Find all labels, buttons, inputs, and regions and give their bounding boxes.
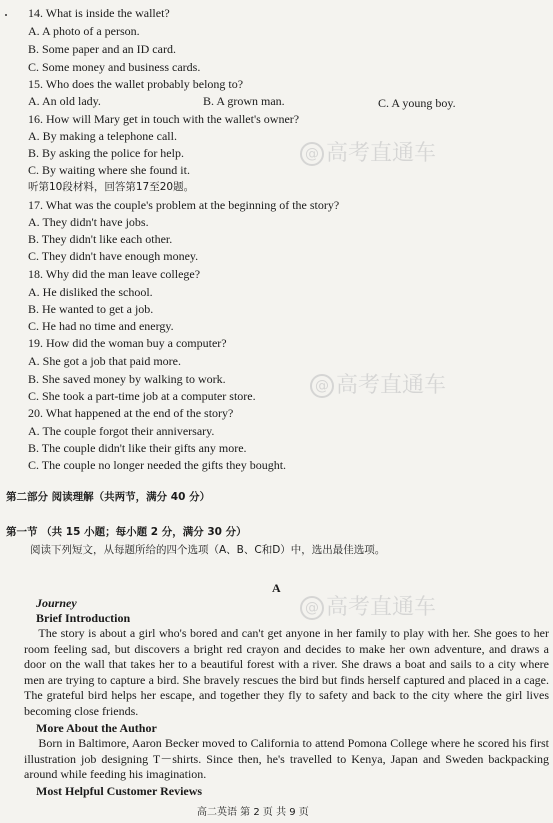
passage-letter: A [272,581,281,595]
question-17: 17. What was the couple's problem at the beginning of the story? [28,198,340,212]
option-14b: B. Some paper and an ID card. [28,42,176,56]
option-19a: A. She got a job that paid more. [28,354,181,368]
option-18b: B. He wanted to get a job. [28,302,154,316]
question-18: 18. Why did the man leave college? [28,267,201,281]
section-1-title: 第一节 （共 15 小题；每小题 2 分，满分 30 分） [6,526,247,538]
watermark: @ 高考直通车 [300,590,436,621]
option-18a: A. He disliked the school. [28,285,153,299]
heading-brief-introduction: Brief Introduction [36,611,131,625]
page-footer: 高二英语 第 2 页 共 9 页 [197,807,309,818]
option-16c: C. By waiting where she found it. [28,163,190,177]
option-15b: B. A grown man. [203,94,285,108]
watermark-at-icon: @ [300,142,324,166]
question-20: 20. What happened at the end of the story? [28,406,234,420]
option-17c: C. They didn't have enough money. [28,249,199,263]
heading-reviews: Most Helpful Customer Reviews [36,784,203,798]
option-19b: B. She saved money by walking to work. [28,372,226,386]
watermark-at-icon: @ [310,374,334,398]
section-1-instruction: 阅读下列短文，从每题所给的四个选项（A、B、C和D）中，选出最佳选项。 [30,544,386,556]
option-15a: A. An old lady. [28,94,101,108]
author-paragraph: Born in Baltimore, Aaron Becker moved to California to attend Pomona College where he scored his first illustration job designing T－shirts. Since then, he's travelled to Kenya, Japan and Sweden backpacking around while feeding his imagination. [24,736,549,782]
watermark: @ 高考直通车 [310,368,446,399]
book-title: Journey [36,596,77,610]
option-17a: A. They didn't have jobs. [28,215,149,229]
option-20b: B. The couple didn't like their gifts any more. [28,441,247,455]
option-14a: A. A photo of a person. [28,24,140,38]
option-17b: B. They didn't like each other. [28,232,173,246]
option-20c: C. The couple no longer needed the gifts they bought. [28,458,287,472]
option-19c: C. She took a part-time job at a computer store. [28,389,256,403]
option-16a: A. By making a telephone call. [28,129,177,143]
question-15: 15. Who does the wallet probably belong to? [28,77,244,91]
option-16b: B. By asking the police for help. [28,146,184,160]
watermark-at-icon: @ [300,596,324,620]
option-14c: C. Some money and business cards. [28,60,201,74]
question-19: 19. How did the woman buy a computer? [28,336,227,350]
margin-dot [5,14,7,16]
option-18c: C. He had no time and energy. [28,319,174,333]
question-16: 16. How will Mary get in touch with the wallet's owner? [28,112,300,126]
heading-author: More About the Author [36,721,157,735]
intro-paragraph: The story is about a girl who's bored and can't get anyone in her family to play with her. She goes to her room feeling sad, but discovers a bright red crayon and decides to make her own adventure, and draws a door on the wall that takes her to a beautiful forest with a river. She draws a boat and sails to a city where men are trying to capture a bird. She bravely rescues the bird but finds herself captured and placed in a cage. The grateful bird helps her escape, and together they fly to safety and back to the city where the girl lives becoming close friends. [24,626,549,718]
watermark: @ 高考直通车 [300,136,436,167]
part-2-title: 第二部分 阅读理解（共两节，满分 40 分） [6,491,211,503]
option-20a: A. The couple forgot their anniversary. [28,424,215,438]
option-15c: C. A young boy. [378,96,456,110]
instruction-section-10: 听第10段材料，回答第17至20题。 [28,181,195,193]
question-14: 14. What is inside the wallet? [28,6,170,20]
